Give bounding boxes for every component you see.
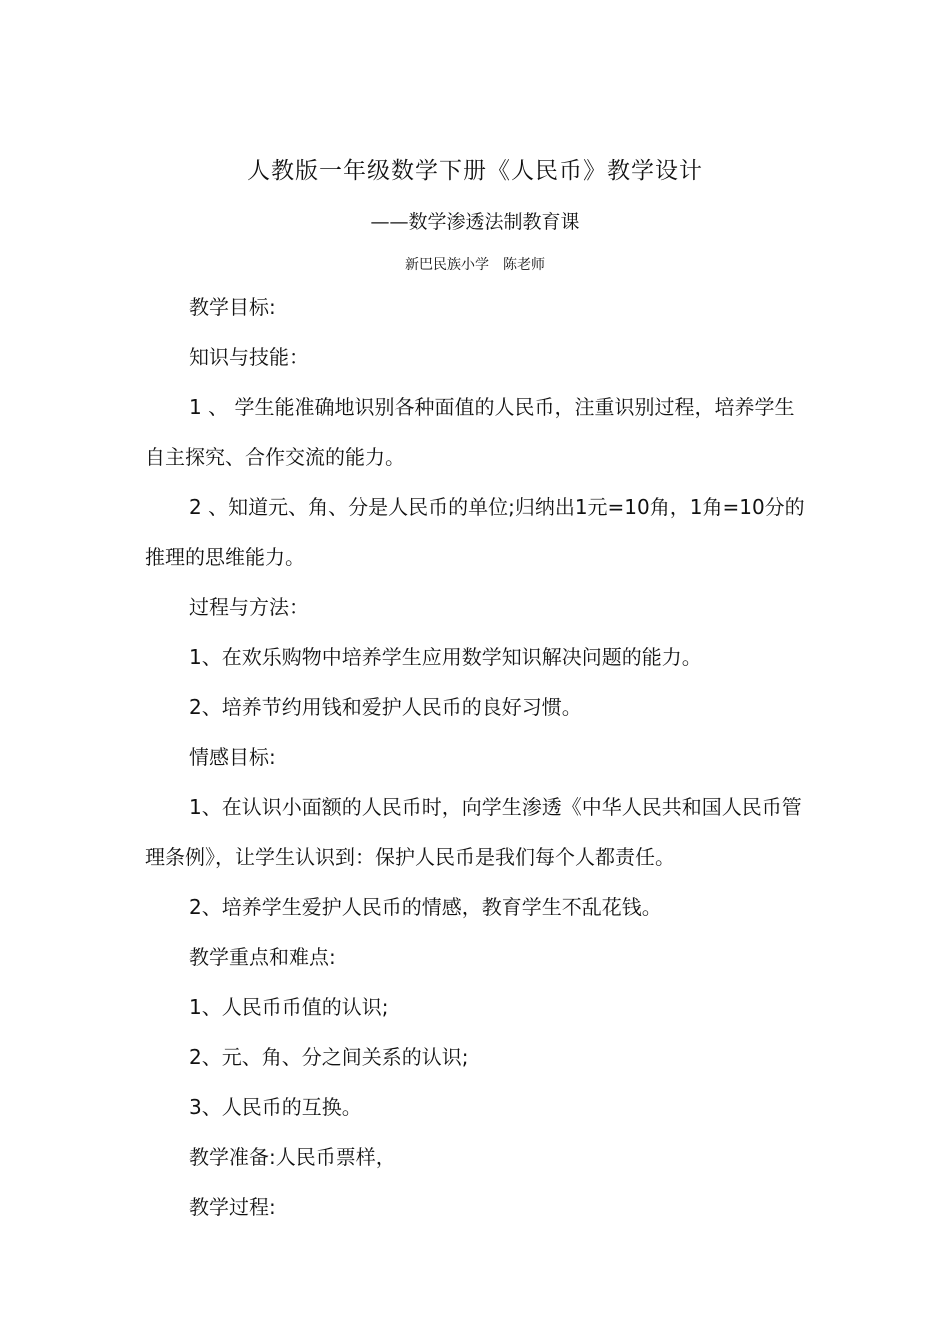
- section-heading-process: 教学过程:: [189, 1195, 276, 1219]
- paragraph: 1、人民币币值的认识;: [189, 995, 389, 1019]
- paragraph: 2 、知道元、角、分是人民币的单位;归纳出1元=10角，1角=10分的推理的思维能力。: [145, 495, 805, 569]
- paragraph: 3、人民币的互换。: [189, 1095, 362, 1119]
- subheading-emotional-goals: 情感目标:: [189, 745, 276, 769]
- section-heading-preparation: 教学准备:人民币票样，: [189, 1145, 396, 1169]
- document-title: 人教版一年级数学下册《人民币》教学设计: [247, 158, 703, 184]
- subheading-knowledge-skills: 知识与技能：: [189, 345, 309, 369]
- section-heading-objectives: 教学目标:: [189, 295, 276, 319]
- paragraph: 1 、 学生能准确地识别各种面值的人民币，注重识别过程，培养学生自主探究、合作交流的能力。: [145, 395, 795, 469]
- document-subtitle: ——数学渗透法制教育课: [370, 211, 580, 233]
- paragraph: 1、在认识小面额的人民币时，向学生渗透《中华人民共和国人民币管理条例》，让学生认识到：保护人民币是我们每个人都责任。: [145, 795, 802, 869]
- section-heading-key-points: 教学重点和难点:: [189, 945, 336, 969]
- paragraph: 2、培养节约用钱和爱护人民币的良好习惯。: [189, 695, 582, 719]
- paragraph: 2、元、角、分之间关系的认识;: [189, 1045, 469, 1069]
- document-body: [145, 282, 810, 1232]
- document-author: 新巴民族小学 陈老师: [405, 257, 545, 273]
- paragraph: 2、培养学生爱护人民币的情感，教育学生不乱花钱。: [189, 895, 662, 919]
- paragraph: 1、在欢乐购物中培养学生应用数学知识解决问题的能力。: [189, 645, 702, 669]
- subheading-process-method: 过程与方法：: [189, 595, 309, 619]
